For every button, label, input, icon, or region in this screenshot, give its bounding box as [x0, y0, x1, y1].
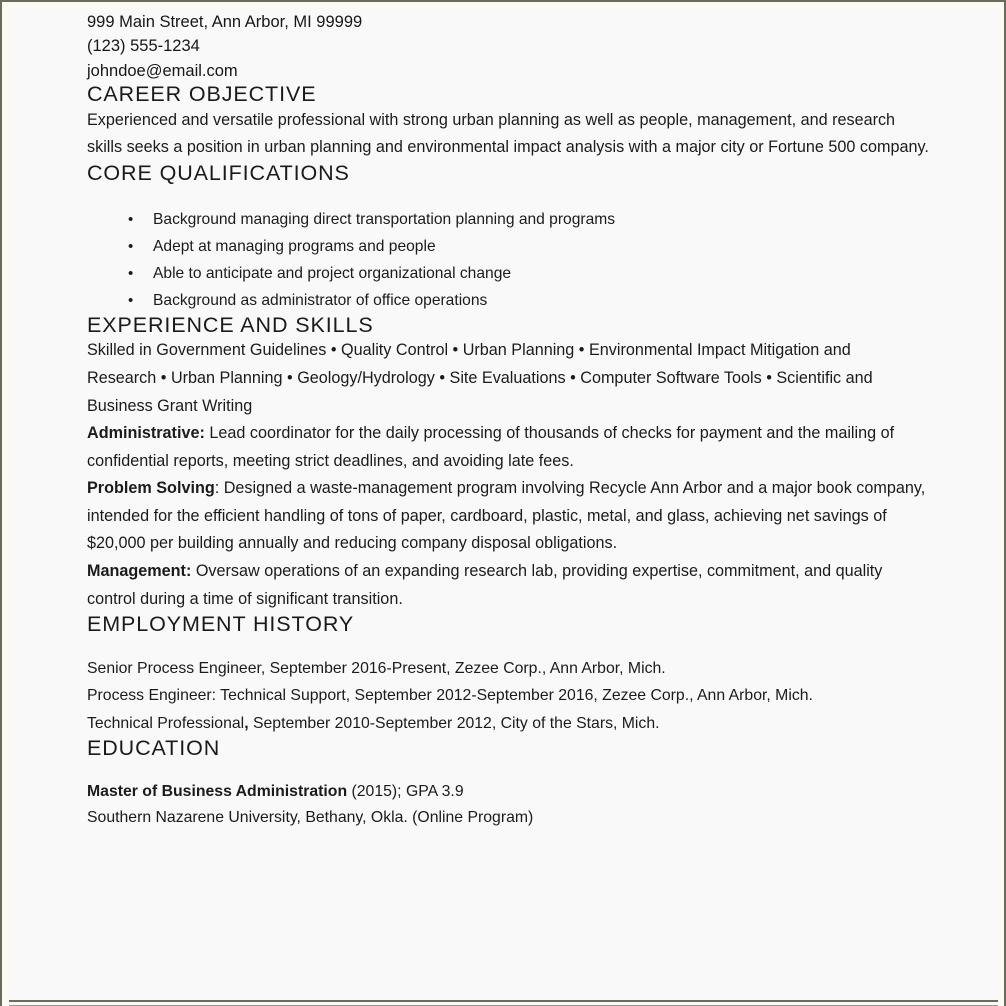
list-item-label: Background as administrator of office operations — [153, 291, 488, 309]
detail-text: Lead coordinator for the daily processing of thousands of checks for payment and the mailing of confidential reports, meeting strict deadlines, and avoiding late fees. — [87, 424, 895, 470]
section-heading-employment-history: EMPLOYMENT HISTORY — [87, 612, 355, 637]
employment-entry: Process Engineer: Technical Support, September 2012-September 2016, Zezee Corp., Ann Arbor, Mich. — [87, 687, 813, 705]
section-heading-education: EDUCATION — [87, 736, 221, 761]
list-item — [87, 287, 947, 314]
bullet-icon: • — [128, 291, 134, 309]
list-item — [87, 233, 947, 260]
list-item-label: Background managing direct transportation planning and programs — [153, 210, 616, 228]
education-institution: Southern Nazarene University, Bethany, Okla. (Online Program) — [87, 808, 534, 826]
bullet-icon: • — [128, 264, 134, 282]
list-item-label: Adept at managing programs and people — [153, 237, 436, 255]
detail-label: Management: — [87, 562, 192, 581]
contact-email: johndoe@email.com — [87, 61, 238, 80]
contact-address: 999 Main Street, Ann Arbor, MI 99999 — [87, 13, 363, 31]
resume-content — [87, 8, 947, 830]
education-degree-line — [87, 779, 947, 805]
resume-page — [9, 8, 998, 1006]
section-heading-experience-and-skills: EXPERIENCE AND SKILLS — [87, 312, 374, 337]
page-bottom-rule — [9, 1000, 998, 1002]
contact-block — [87, 8, 947, 83]
list-item — [87, 206, 947, 233]
education-degree: Master of Business Administration — [87, 783, 348, 801]
detail-paragraph-administrative — [87, 420, 933, 475]
detail-text: Oversaw operations of an expanding research lab, providing expertise, commitment, and quality control during a time of significant transition. — [87, 562, 883, 608]
contact-phone: (123) 555-1234 — [87, 37, 200, 56]
education-degree-details: (2015); GPA 3.9 — [347, 783, 464, 801]
section-heading-career-objective: CAREER OBJECTIVE — [87, 82, 317, 107]
list-item-label: Able to anticipate and project organizational change — [153, 264, 512, 282]
employment-entry-title: Technical Professional — [87, 714, 245, 732]
list-item — [87, 260, 947, 287]
employment-entry-separator: , — [244, 714, 249, 732]
detail-label: Problem Solving — [87, 479, 215, 498]
section-heading-core-qualifications: CORE QUALIFICATIONS — [87, 161, 350, 186]
detail-label: Administrative: — [87, 424, 205, 443]
detail-paragraph-problem-solving — [87, 475, 933, 558]
employment-history-list — [87, 655, 947, 738]
employment-entry — [87, 710, 947, 738]
career-objective-text: Experienced and versatile professional with strong urban planning as well as people, management, and research skills seeks a position in urban planning and environmental impact analysis with a major city or Fortune 500 company. — [87, 110, 929, 157]
bullet-icon: • — [128, 237, 134, 255]
core-qualifications-list — [87, 206, 947, 314]
education-block — [87, 779, 947, 830]
bullet-icon: • — [128, 210, 134, 228]
skills-inline-list: Skilled in Government Guidelines • Quality Control • Urban Planning • Environmental Impact Mitigation and Research • Urban Planning • Geology/Hydrology • Site Evaluations • Computer Software Tools • Scientific and Business Grant Writing — [87, 341, 873, 415]
detail-paragraph-management — [87, 558, 933, 613]
employment-entry-detail: September 2010-September 2012, City of the Stars, Mich. — [248, 714, 660, 732]
employment-entry: Senior Process Engineer, September 2016-Present, Zezee Corp., Ann Arbor, Mich. — [87, 659, 666, 677]
detail-text: : Designed a waste-management program involving Recycle Ann Arbor and a major book company, intended for the efficient handling of tons of paper, cardboard, plastic, metal, and glass, achieving net savings of $20,000 per building annually and reducing company disposal obligations. — [87, 479, 926, 553]
